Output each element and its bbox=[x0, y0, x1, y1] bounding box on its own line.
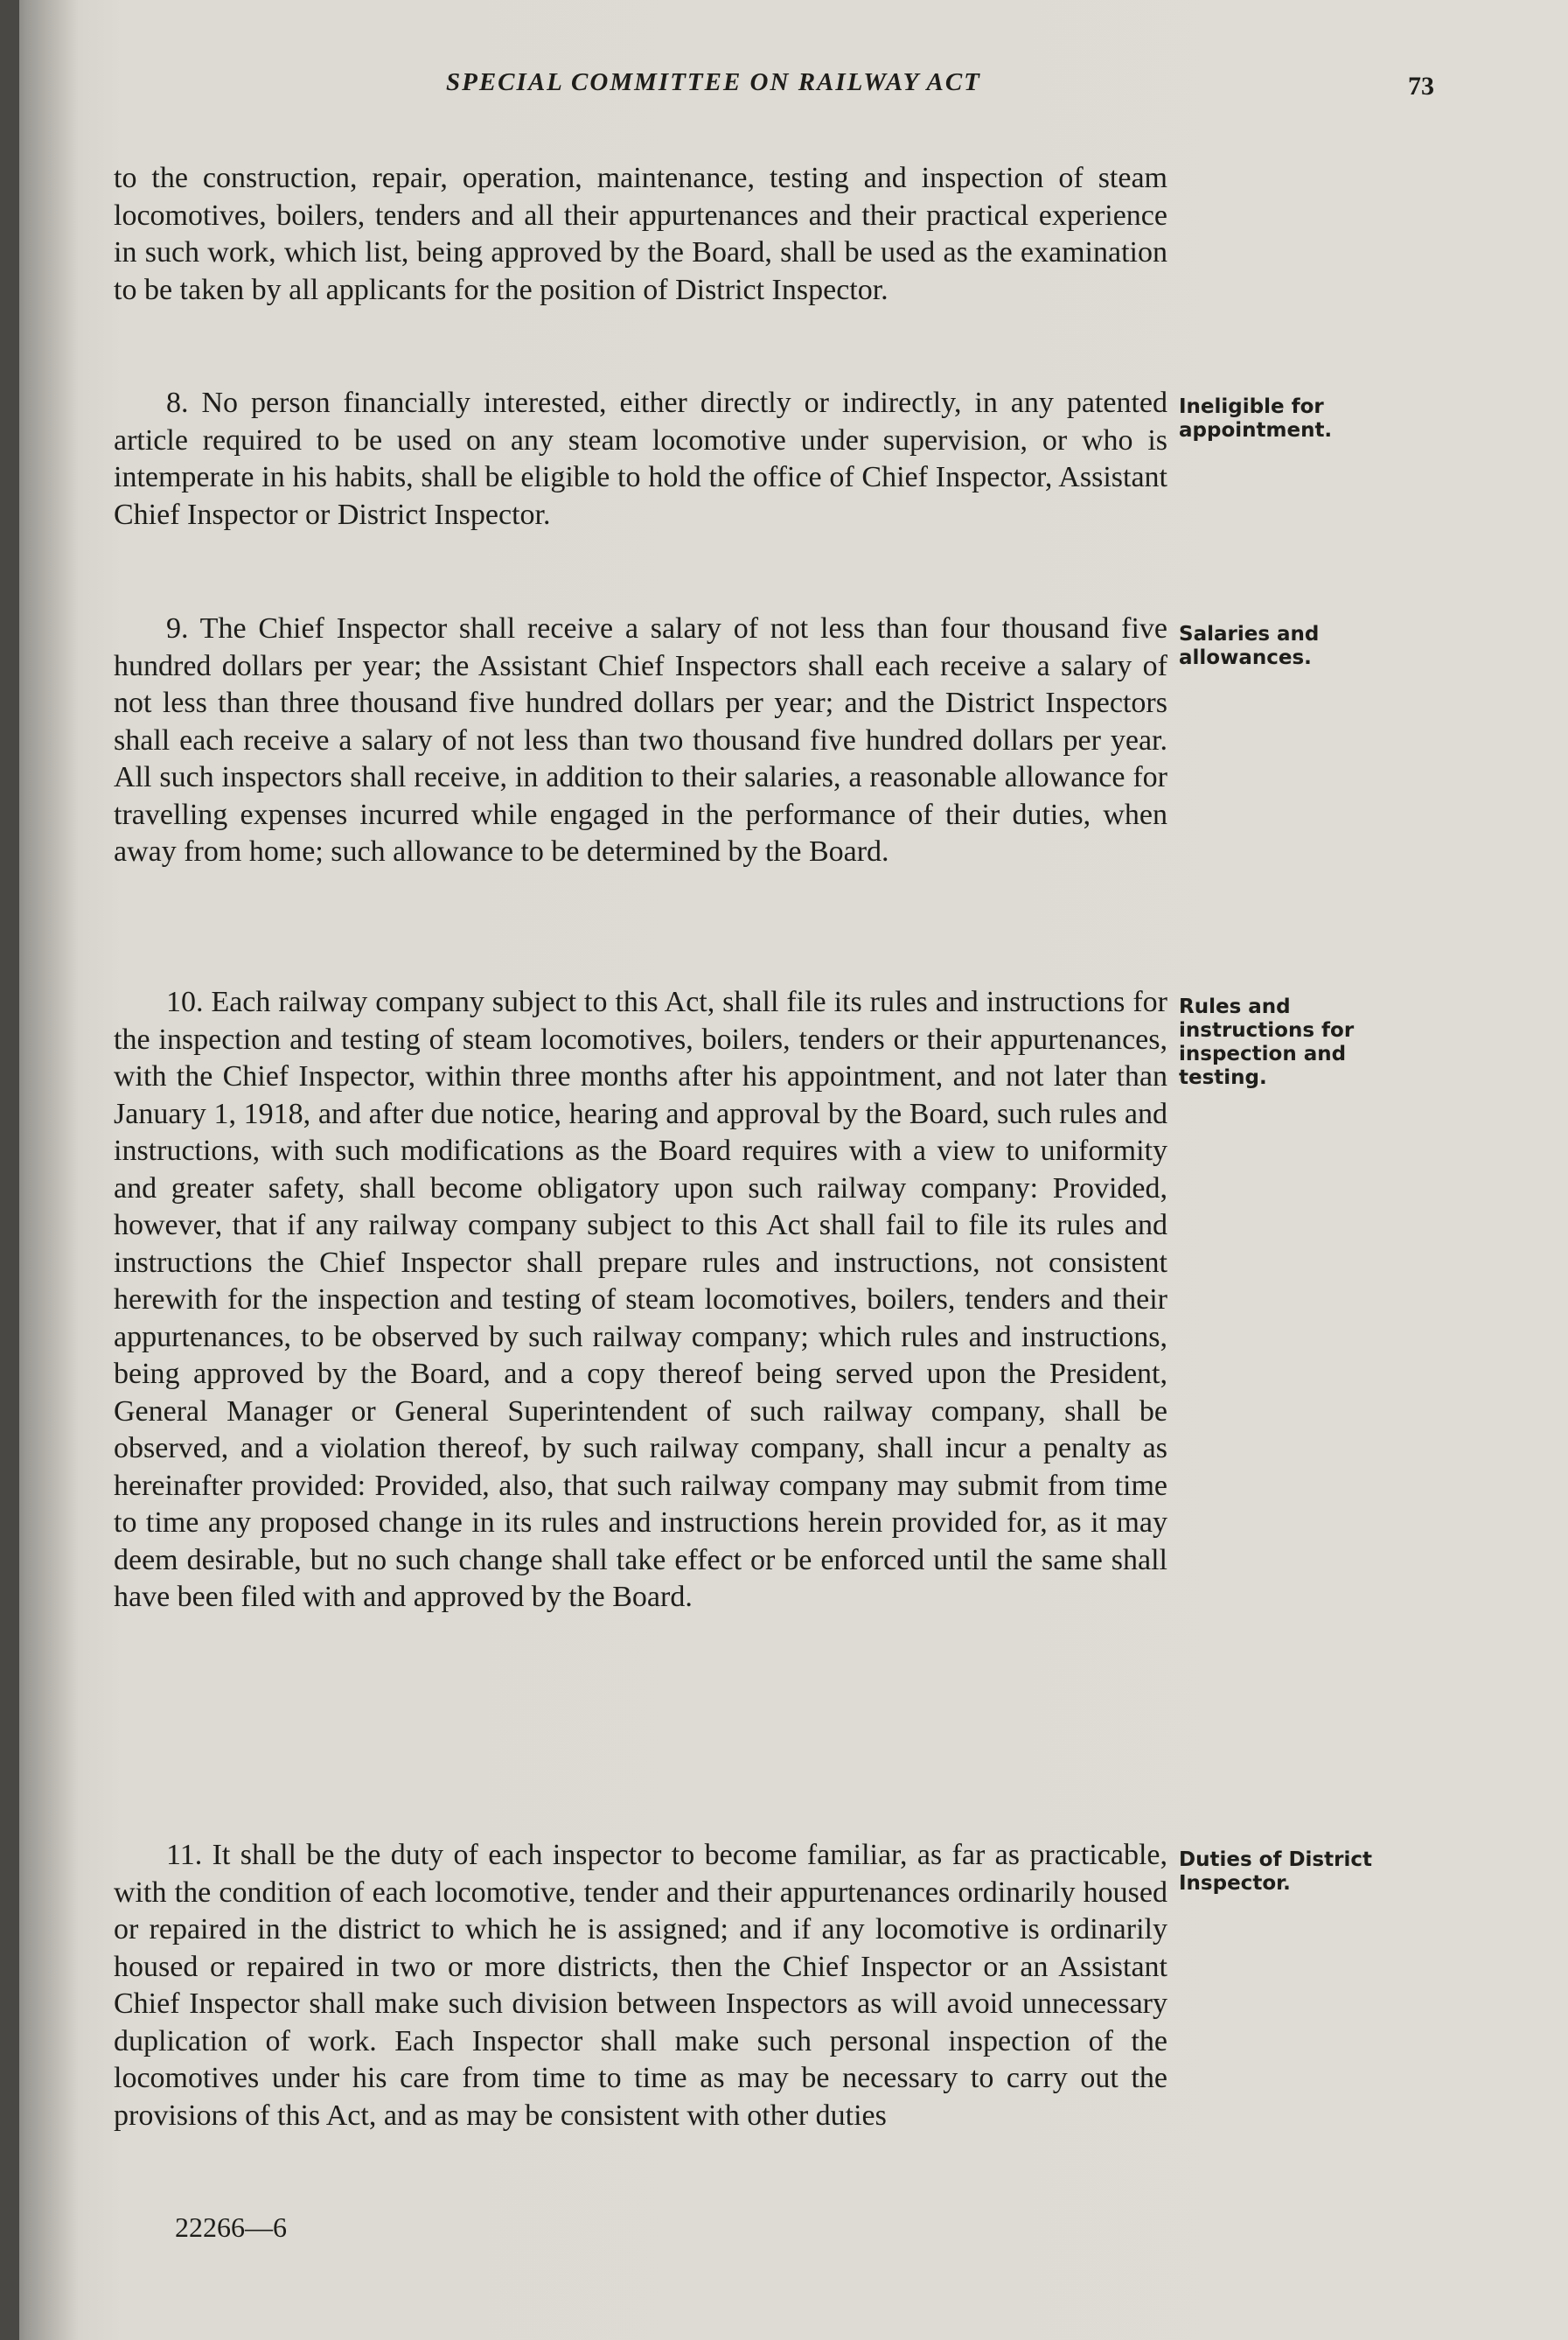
paragraph-text: to the construction, repair, operation, maintenance, testing and inspection of steam locomotives, boilers, tenders and all their appurtenances and their practical experience in such work, which list, being approved by the Board, shall be used as the examination to be taken by all applicants for the position of District Inspector. bbox=[114, 162, 1167, 306]
paragraph-section-11 bbox=[114, 1837, 1167, 2134]
paragraph-continued bbox=[114, 160, 1167, 309]
running-title: SPECIAL COMMITTEE ON RAILWAY ACT bbox=[446, 68, 981, 96]
printer-signature: 22266—6 bbox=[175, 2211, 287, 2243]
paragraph-section-9 bbox=[114, 611, 1167, 871]
paragraph-section-8 bbox=[114, 385, 1167, 534]
paragraph-text: 8. No person financially interested, either directly or indirectly, in any patented article required to be used on any steam locomotive under supervision, or who is intemperate in his habits, shall be eligible to hold the office of Chief Inspector, Assistant Chief Inspector or District Inspector. bbox=[114, 387, 1167, 531]
margin-note-ineligible: Ineligible for appointment. bbox=[1179, 395, 1333, 442]
margin-note-duties: Duties of District Inspector. bbox=[1179, 1848, 1372, 1895]
margin-note-salaries: Salaries and allowances. bbox=[1179, 623, 1320, 669]
paragraph-section-10 bbox=[114, 984, 1167, 1617]
page-number: 73 bbox=[1408, 72, 1434, 101]
paragraph-text: 11. It shall be the duty of each inspector to become familiar, as far as practicable, with the condition of each locomotive, tender and their appurtenances ordinarily housed or repaired in the district to which he is assigned; and if any locomotive is ordinarily housed or repaired in two or more districts, then the Chief Inspector or an Assistant Chief Inspector shall make such division between Inspectors as will avoid unnecessary duplication of work. Each Inspector shall make such personal inspection of the locomotives under his care from time to time as may be necessary to carry out the provisions of this Act, and as may be consistent with other duties bbox=[114, 1839, 1167, 2132]
paragraph-text: 9. The Chief Inspector shall receive a salary of not less than four thousand five hundred dollars per year; the Assistant Chief Inspectors shall each receive a salary of not less than three thousand five hundred dollars per year; and the District Inspectors shall each receive a salary of not less than two thousand five hundred dollars per year. All such inspectors shall receive, in addition to their salaries, a reasonable allowance for travelling expenses incurred while engaged in the performance of their duties, when away from home; such allowance to be determined by the Board. bbox=[114, 612, 1167, 868]
book-gutter bbox=[0, 0, 19, 2340]
paragraph-text: 10. Each railway company subject to this Act, shall file its rules and instructions for the inspection and testing of steam locomotives, boilers, tenders or their appurtenances, with the Chief Inspector, within three months after his appointment, and not later than January 1, 1918, and after due notice, hearing and approval by the Board, such rules and instructions, with such modifications as the Board requires with a view to uniformity and greater safety, shall become obligatory upon such railway company: Provided, however, that if any railway company subject to this Act shall fail to file its rules and instructions the Chief Inspector shall prepare rules and instructions, not consistent herewith for the inspection and testing of steam locomotives, boilers, tenders and their appurtenances, to be observed by such railway company; which rules and instructions, being approved by the Board, and a copy thereof being served upon the President, General Manager or General Superintendent of such railway company, shall be observed, and a violation thereof, by such railway company, shall incur a penalty as hereinafter provided: Provided, also, that such railway company may submit from time to time any proposed change in its rules and instructions herein provided for, as it may deem desirable, but no such change shall take effect or be enforced until the same shall have been filed with and approved by the Board. bbox=[114, 986, 1167, 1613]
margin-note-rules: Rules and instructions for inspection and testing. bbox=[1179, 995, 1355, 1089]
